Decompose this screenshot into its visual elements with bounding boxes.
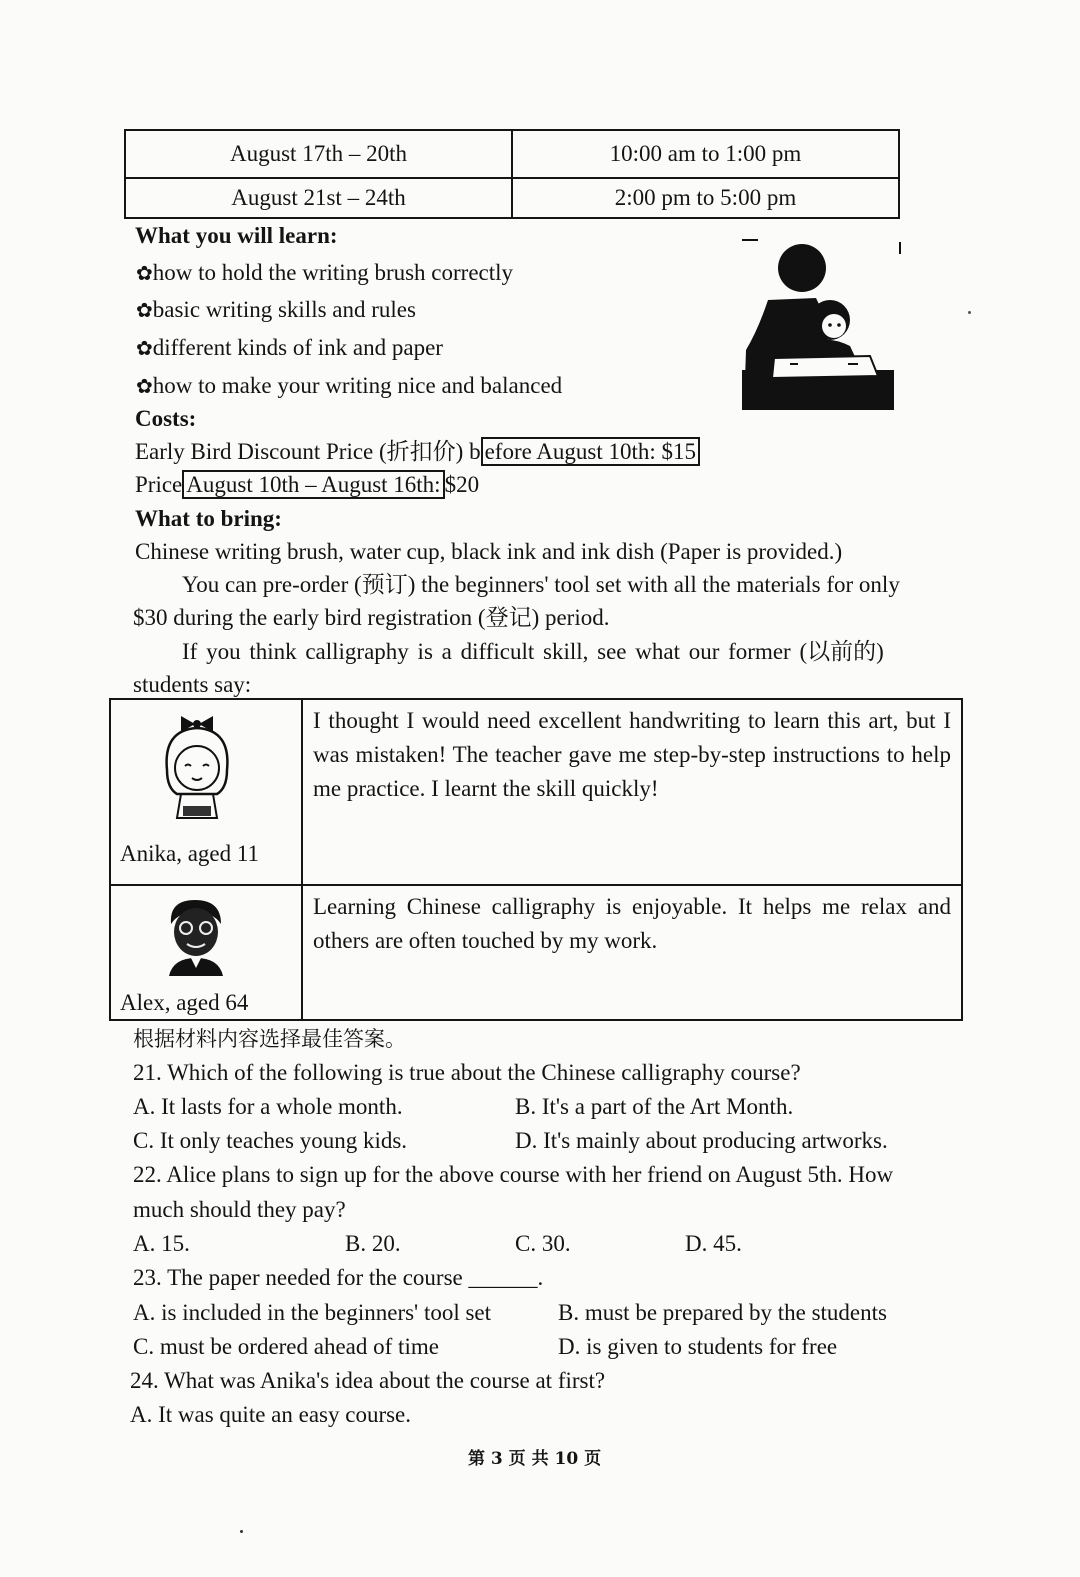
early-bird-price-label: Early Bird Discount Price (折扣价) b (135, 439, 481, 464)
option-c[interactable]: C. It only teaches young kids. (133, 1128, 408, 1153)
testimonial-author-name: Anika, aged 11 (120, 841, 260, 866)
flower-bullet-icon: ✿ (136, 300, 153, 322)
question-24-stem: 24. What was Anika's idea about the course at first? (130, 1368, 606, 1393)
testimonial-quote-cell (302, 885, 962, 1020)
testimonial-row (110, 885, 962, 1020)
regular-price-label: Price (135, 472, 183, 497)
option-b[interactable]: B. must be prepared by the students (558, 1300, 887, 1325)
option-d[interactable]: D. It's mainly about producing artworks. (515, 1128, 888, 1153)
learn-item (136, 258, 513, 289)
option-a[interactable]: A. It lasts for a whole month. (133, 1094, 403, 1119)
anika-avatar (155, 710, 239, 822)
scan-speck (968, 311, 971, 314)
schedule-row (125, 178, 899, 218)
question-23-stem: 23. The paper needed for the course ______. (133, 1265, 544, 1290)
option-d[interactable]: D. 45. (685, 1231, 742, 1256)
costs-heading: Costs: (135, 406, 197, 431)
schedule-time: 2:00 pm to 5:00 pm (512, 178, 899, 218)
learn-item (136, 371, 562, 402)
question-21-stem: 21. Which of the following is true about the Chinese calligraphy course? (133, 1060, 801, 1085)
question-instruction: 根据材料内容选择最佳答案。 (133, 1027, 406, 1051)
learn-item-text: basic writing skills and rules (152, 297, 416, 322)
testimonial-quote-cell (302, 699, 962, 885)
testimonial-author-name: Alex, aged 64 (120, 990, 249, 1015)
schedule-time: 10:00 am to 1:00 pm (512, 130, 899, 178)
schedule-table (124, 129, 900, 219)
schedule-date: August 21st – 24th (125, 178, 512, 218)
flower-bullet-icon: ✿ (136, 376, 153, 398)
testimonial-table (109, 698, 963, 1021)
option-a[interactable]: A. It was quite an easy course. (130, 1402, 412, 1427)
option-d[interactable]: D. is given to students for free (558, 1334, 838, 1359)
schedule-date: August 17th – 20th (125, 130, 512, 178)
question-22-stem: 22. Alice plans to sign up for the above course with her friend on August 5th. How (133, 1162, 894, 1187)
regular-price-value: $20 (444, 472, 480, 497)
page-number-footer: 第 3 页 共 10 页 (468, 1449, 602, 1469)
testimonial-author-cell (110, 699, 302, 885)
early-bird-price-line (135, 437, 700, 467)
testimonial-quote: I thought I would need excellent handwriting to learn this art, but I was mistaken! The teacher gave me step-by-step instructions to help me practice. I learnt the skill quickly! (313, 708, 951, 801)
bring-items: Chinese writing brush, water cup, black ink and ink dish (Paper is provided.) (135, 539, 843, 564)
alex-avatar (161, 894, 231, 976)
option-a[interactable]: A. 15. (133, 1231, 190, 1256)
flower-bullet-icon: ✿ (136, 263, 153, 285)
scan-speck (240, 1530, 243, 1533)
question-22-stem: much should they pay? (133, 1197, 346, 1222)
option-b[interactable]: B. 20. (345, 1231, 401, 1256)
option-c[interactable]: C. must be ordered ahead of time (133, 1334, 439, 1359)
flower-bullet-icon: ✿ (136, 338, 153, 360)
preorder-paragraph-line: $30 during the early bird registration (登记) period. (133, 605, 610, 630)
learn-item-text: how to hold the writing brush correctly (152, 260, 514, 285)
calligraphy-teacher-illustration (738, 230, 908, 420)
early-bird-price-boxed: efore August 10th: $15 (481, 437, 700, 466)
learn-item (136, 333, 443, 364)
bring-heading: What to bring: (135, 506, 282, 531)
learn-item-text: different kinds of ink and paper (152, 335, 443, 360)
learn-heading: What you will learn: (135, 223, 338, 248)
option-b[interactable]: B. It's a part of the Art Month. (515, 1094, 794, 1119)
schedule-row (125, 130, 899, 178)
testimonial-quote: Learning Chinese calligraphy is enjoyable. It helps me relax and others are often touched by my work. (313, 894, 951, 953)
testimonial-author-cell (110, 885, 302, 1020)
former-students-line: If you think calligraphy is a difficult skill, see what our former (以前的) (182, 639, 884, 664)
regular-price-line (135, 470, 479, 500)
learn-item-text: how to make your writing nice and balanced (152, 373, 563, 398)
testimonial-row (110, 699, 962, 885)
option-c[interactable]: C. 30. (515, 1231, 571, 1256)
preorder-paragraph-line: You can pre-order (预订) the beginners' tool set with all the materials for only (182, 572, 900, 597)
learn-item (136, 295, 416, 326)
regular-price-boxed: August 10th – August 16th: (182, 470, 444, 499)
option-a[interactable]: A. is included in the beginners' tool set (133, 1300, 492, 1325)
former-students-line: students say: (133, 672, 252, 697)
